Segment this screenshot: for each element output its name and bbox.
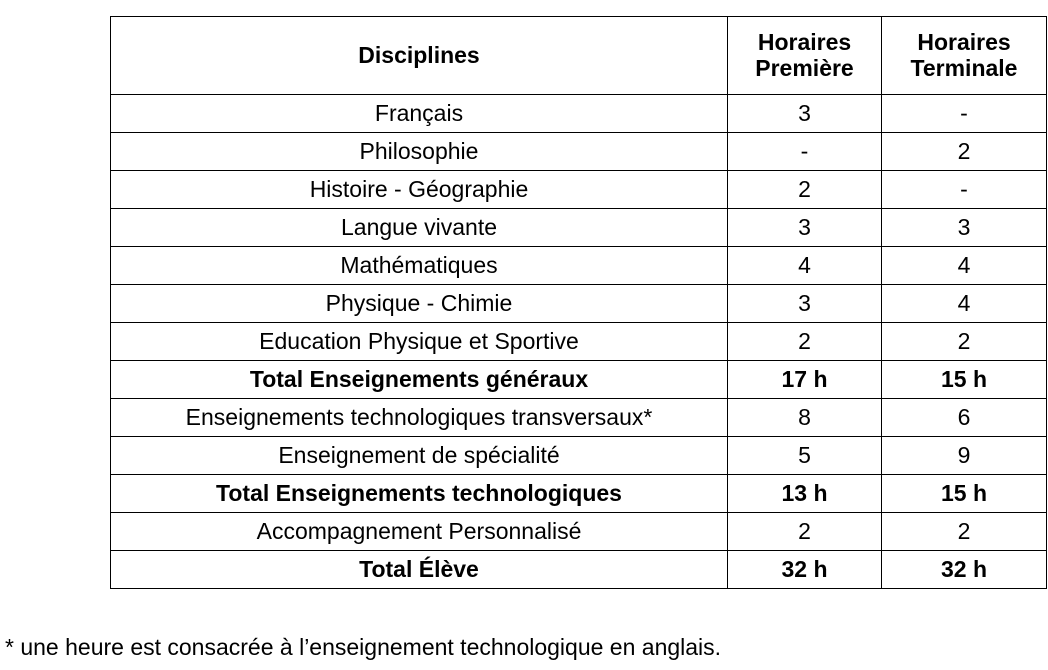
header-premiere-line1: Horaires [757,29,852,56]
cell-premiere: 32 h [728,551,882,589]
cell-premiere: 2 [728,323,882,361]
header-row [111,17,1047,95]
cell-discipline: Enseignement de spécialité [111,437,728,475]
cell-discipline: Français [111,95,728,133]
total-row [111,475,1047,513]
cell-premiere: 3 [728,209,882,247]
table-row [111,171,1047,209]
cell-premiere: 4 [728,247,882,285]
table-row [111,209,1047,247]
cell-terminale: - [882,171,1047,209]
table-row [111,133,1047,171]
cell-premiere: 3 [728,285,882,323]
cell-discipline: Enseignements technologiques transversaux* [111,399,728,437]
cell-premiere: 17 h [728,361,882,399]
table-row [111,513,1047,551]
cell-discipline: Total Élève [111,551,728,589]
table-row [111,95,1047,133]
cell-terminale: - [882,95,1047,133]
cell-premiere: 8 [728,399,882,437]
cell-premiere: 13 h [728,475,882,513]
cell-terminale: 15 h [882,475,1047,513]
cell-discipline: Total Enseignements généraux [111,361,728,399]
cell-discipline: Philosophie [111,133,728,171]
total-row [111,551,1047,589]
cell-terminale: 15 h [882,361,1047,399]
cell-terminale: 3 [882,209,1047,247]
cell-discipline: Histoire - Géographie [111,171,728,209]
cell-premiere: 2 [728,171,882,209]
header-premiere [728,17,882,95]
header-terminale-line1: Horaires [917,29,1011,56]
footnote: * une heure est consacrée à l’enseignement technologique en anglais. [5,634,722,660]
table-row [111,323,1047,361]
header-disciplines: Disciplines [111,17,728,95]
cell-terminale: 9 [882,437,1047,475]
cell-discipline: Mathématiques [111,247,728,285]
cell-discipline: Physique - Chimie [111,285,728,323]
table-row [111,437,1047,475]
header-premiere-line2: Première [755,54,854,81]
cell-discipline: Langue vivante [111,209,728,247]
cell-terminale: 32 h [882,551,1047,589]
total-row [111,361,1047,399]
cell-terminale: 2 [882,323,1047,361]
cell-premiere: 5 [728,437,882,475]
cell-discipline: Accompagnement Personnalisé [111,513,728,551]
cell-terminale: 4 [882,247,1047,285]
header-terminale-line2: Terminale [910,54,1018,81]
cell-discipline: Total Enseignements technologiques [111,475,728,513]
cell-premiere: - [728,133,882,171]
schedule-table [110,16,1047,589]
table-row [111,399,1047,437]
table-row [111,285,1047,323]
cell-terminale: 2 [882,513,1047,551]
cell-terminale: 6 [882,399,1047,437]
cell-premiere: 2 [728,513,882,551]
cell-terminale: 4 [882,285,1047,323]
cell-discipline: Education Physique et Sportive [111,323,728,361]
cell-premiere: 3 [728,95,882,133]
table-body [111,95,1047,589]
table-row [111,247,1047,285]
cell-terminale: 2 [882,133,1047,171]
header-terminale [882,17,1047,95]
